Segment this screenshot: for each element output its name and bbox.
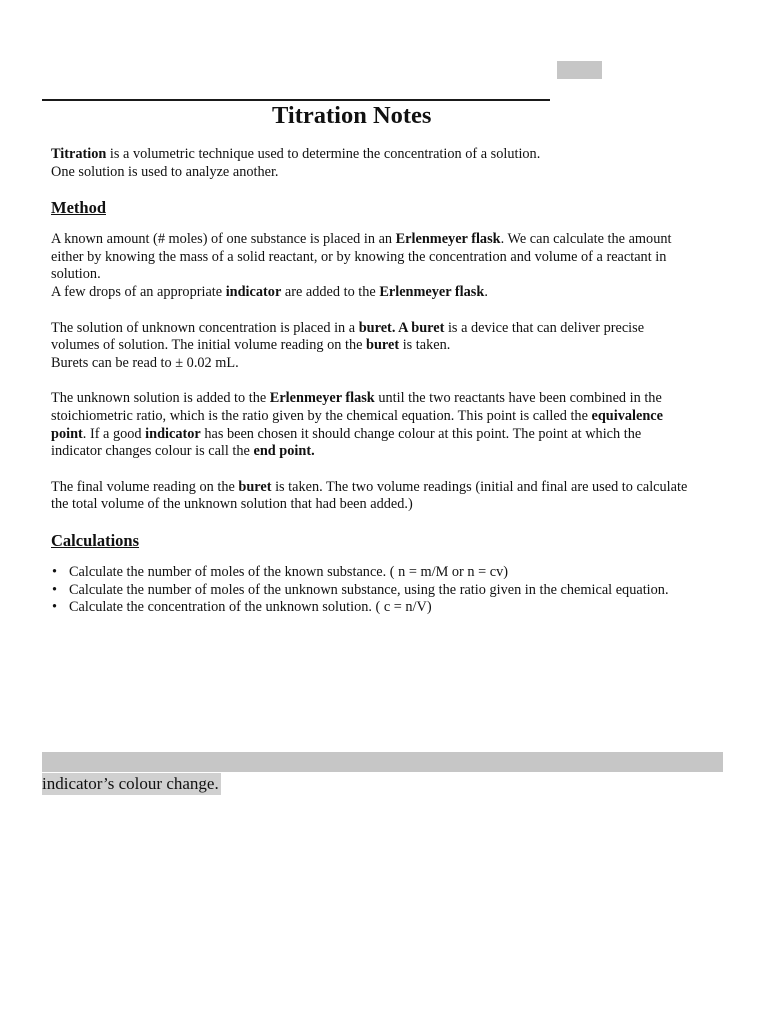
page-title: Titration Notes	[272, 102, 432, 129]
text-run: A few drops of an appropriate	[51, 283, 226, 300]
text-run: .	[484, 283, 488, 300]
bold-term: Erlenmeyer flask	[269, 390, 375, 407]
list-item	[51, 599, 691, 617]
bullet-icon: •	[52, 581, 58, 598]
method-paragraph-2	[51, 320, 691, 373]
text-run: The final volume reading on the	[51, 478, 239, 495]
method-heading: Method	[51, 198, 106, 218]
calculations-heading: Calculations	[51, 530, 140, 550]
intro-line2: One solution is used to analyze another.	[51, 163, 279, 180]
document-body	[51, 146, 691, 617]
text-run: are added to the	[281, 283, 380, 300]
list-item-text: Calculate the number of moles of the known substance. ( n = m/M or n = cv)	[69, 563, 508, 580]
gray-highlight-band	[42, 752, 723, 772]
bullet-icon: •	[52, 599, 58, 616]
intro-text: is a volumetric technique used to determine the concentration of a solution.	[106, 146, 541, 162]
list-item-text: Calculate the number of moles of the unknown substance, using the ratio given in the chemical equation.	[69, 581, 669, 598]
text-run: is a device that can deliver precise volumes of solution. The initial volume reading on the	[51, 319, 645, 354]
text-run: . We can calculate the amount either by knowing the mass of a solid reactant, or by knowing the concentration and volume of a reactant in solution.	[51, 231, 672, 283]
bold-term: indicator	[225, 283, 282, 300]
bold-term: buret. A buret	[358, 319, 445, 336]
list-item	[51, 582, 691, 600]
list-item-text: Calculate the concentration of the unknown solution. ( c = n/V)	[69, 599, 432, 616]
bold-term: equivalence point	[51, 407, 663, 442]
gray-highlight-tab	[557, 61, 602, 79]
text-run: The unknown solution is added to the	[51, 390, 270, 407]
text-run: has been chosen it should change colour at this point. The point at which the indicator changes colour is call the	[51, 425, 642, 460]
bold-term: indicator	[145, 425, 201, 442]
text-run: is taken.	[399, 337, 451, 354]
intro-term: Titration	[51, 146, 107, 162]
method-paragraph-3	[51, 390, 691, 460]
method-paragraph-1	[51, 231, 691, 301]
text-run: until the two reactants have been combined in the stoichiometric ratio, which is the ratio given by the chemical equation. This point is called the	[51, 390, 662, 424]
highlighted-text-fragment: indicator’s colour change.	[42, 774, 219, 793]
text-run: A known amount (# moles) of one substance is placed in an	[51, 231, 396, 248]
list-item	[51, 564, 691, 582]
intro-paragraph	[51, 146, 691, 181]
bold-term: end point.	[253, 443, 315, 460]
text-run: is taken. The two volume readings (initial and final are used to calculate the total volume of the unknown solution that had been added.)	[51, 478, 688, 513]
bold-term: buret	[238, 478, 272, 495]
method-paragraph-4	[51, 479, 691, 514]
bold-term: Erlenmeyer flask	[379, 283, 485, 300]
text-run: . If a good	[82, 425, 146, 442]
text-run: Burets can be read to ± 0.02 mL.	[51, 354, 239, 371]
text-run: The solution of unknown concentration is placed in a	[51, 319, 359, 336]
calculations-list	[51, 564, 691, 617]
bold-term: buret	[366, 337, 400, 354]
bold-term: Erlenmeyer flask	[395, 231, 501, 248]
bullet-icon: •	[52, 563, 58, 580]
